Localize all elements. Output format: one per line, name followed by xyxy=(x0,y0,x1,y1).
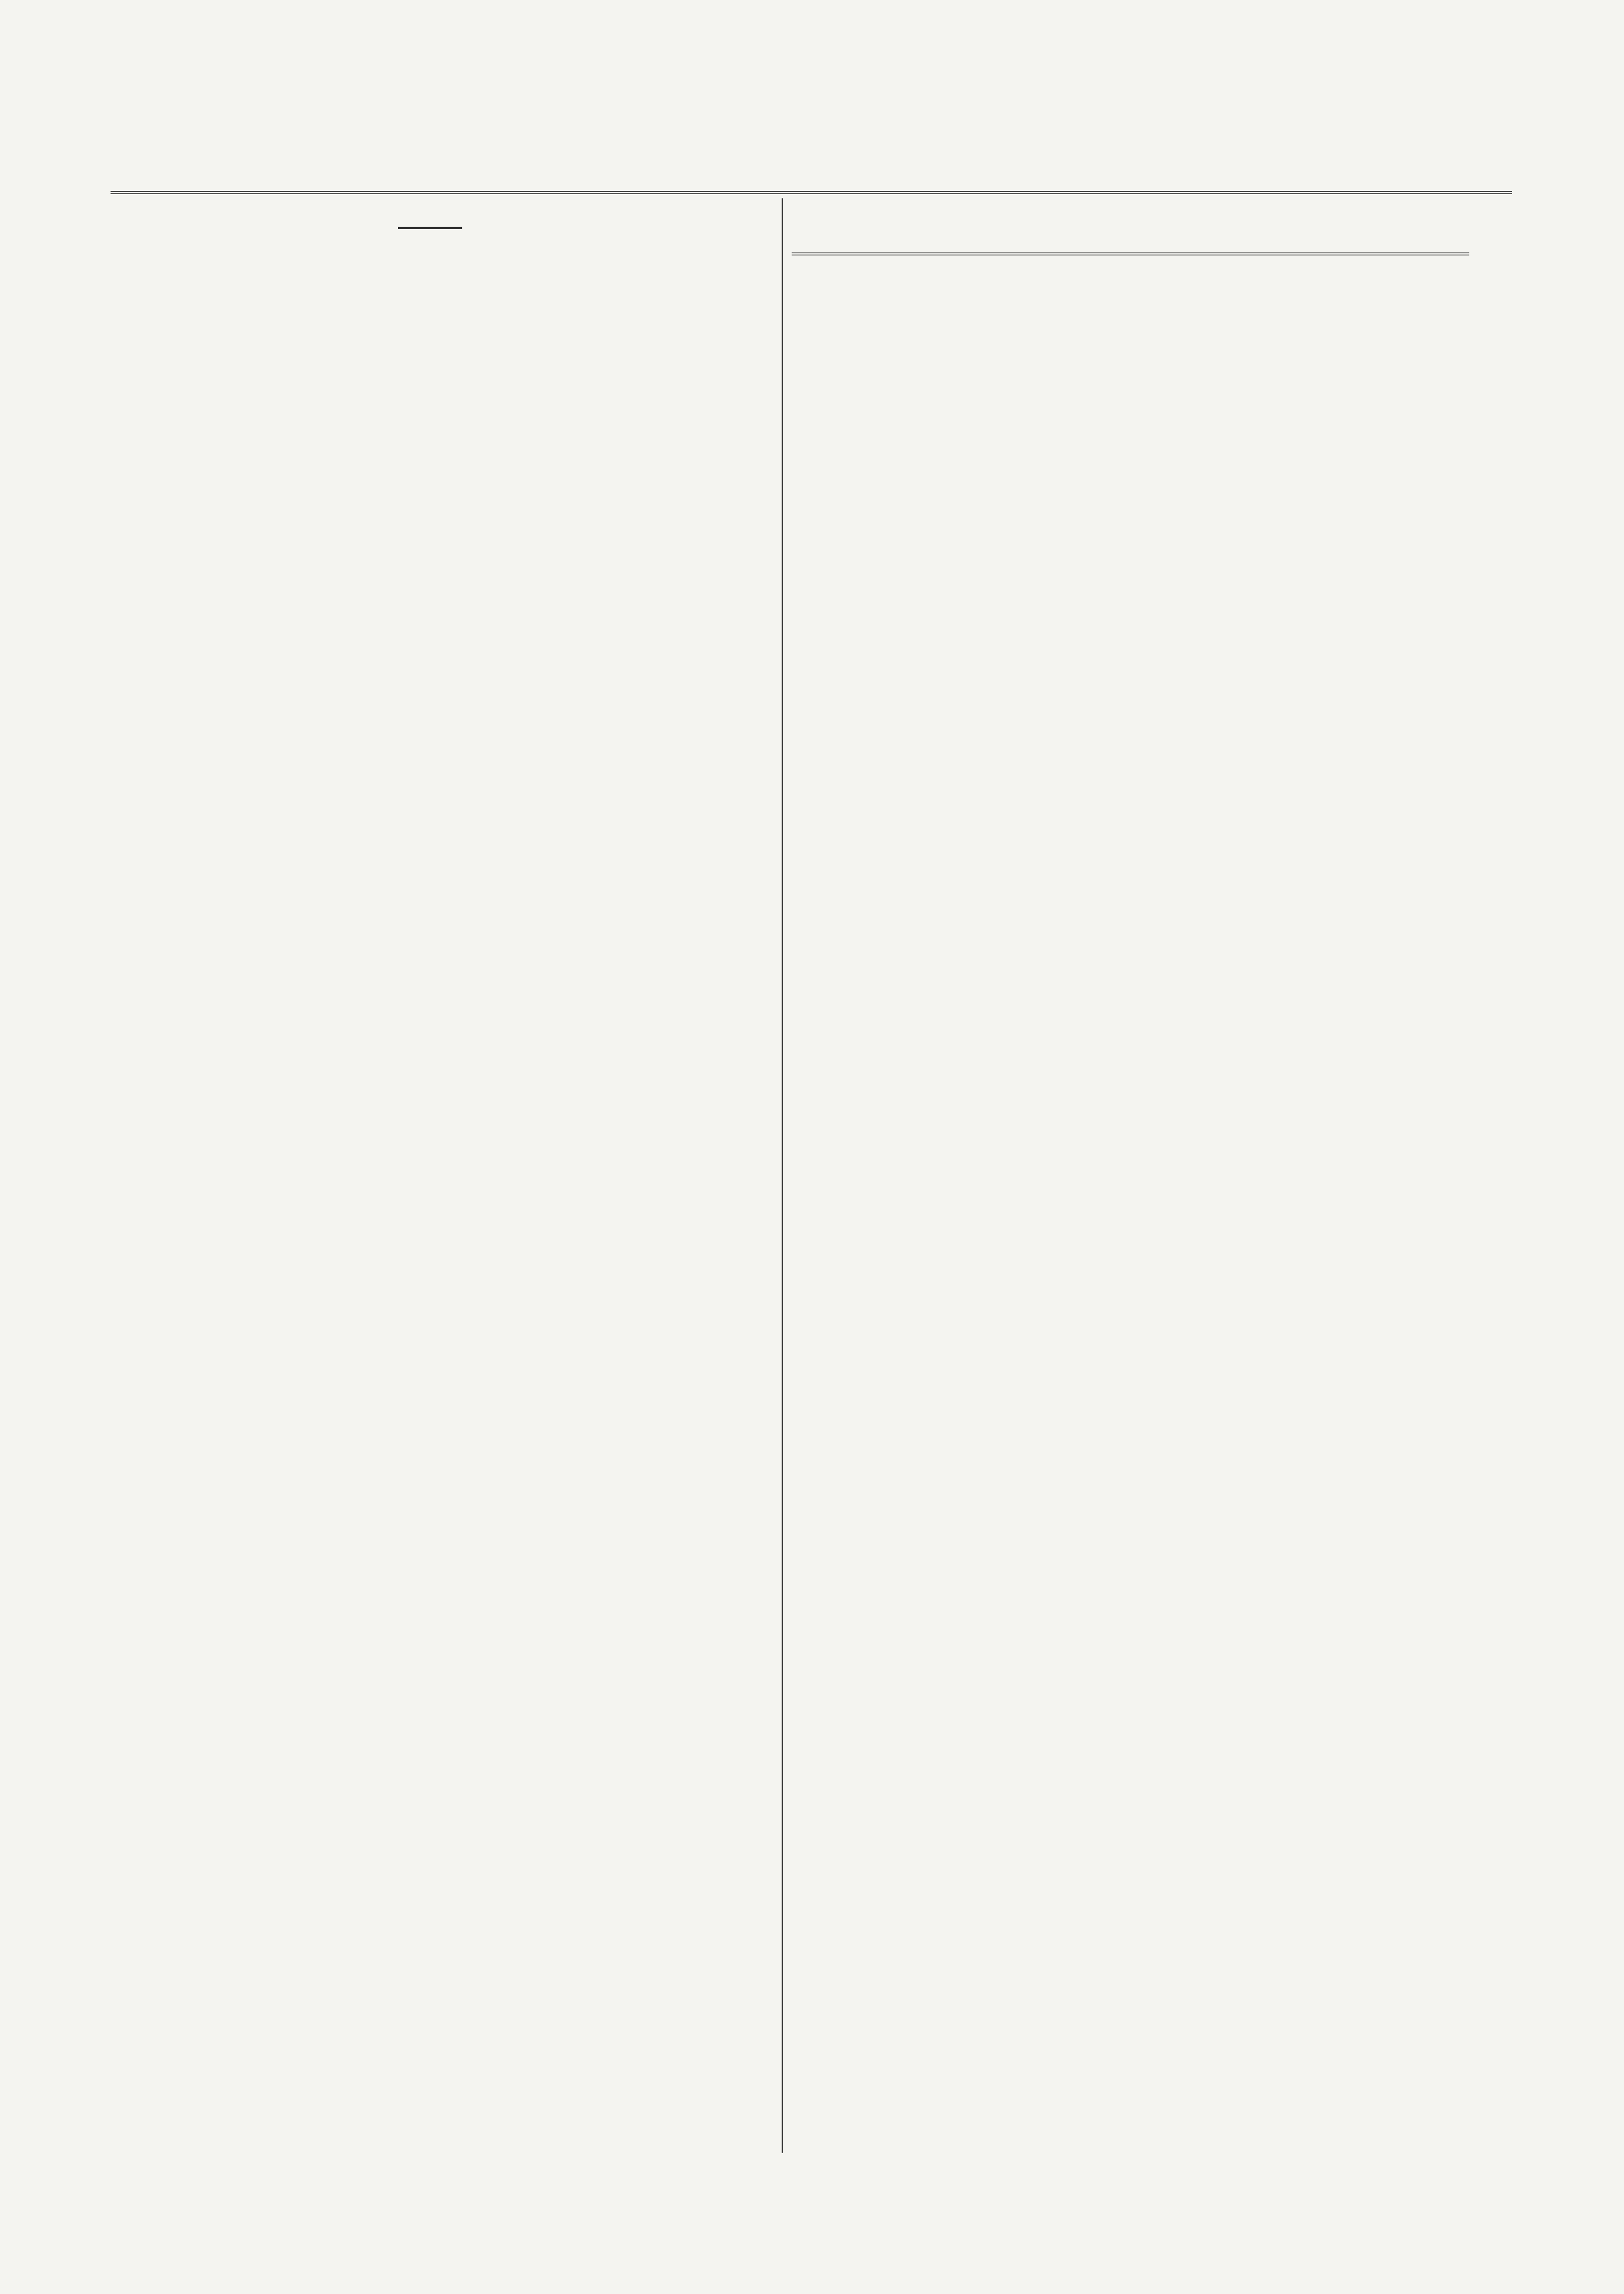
announcements-title xyxy=(792,241,1469,255)
page-header xyxy=(78,120,1512,170)
header-rule xyxy=(111,191,1512,194)
right-column xyxy=(792,214,1469,268)
section-rule xyxy=(398,227,462,229)
left-column xyxy=(107,214,752,242)
column-divider xyxy=(782,198,783,2153)
